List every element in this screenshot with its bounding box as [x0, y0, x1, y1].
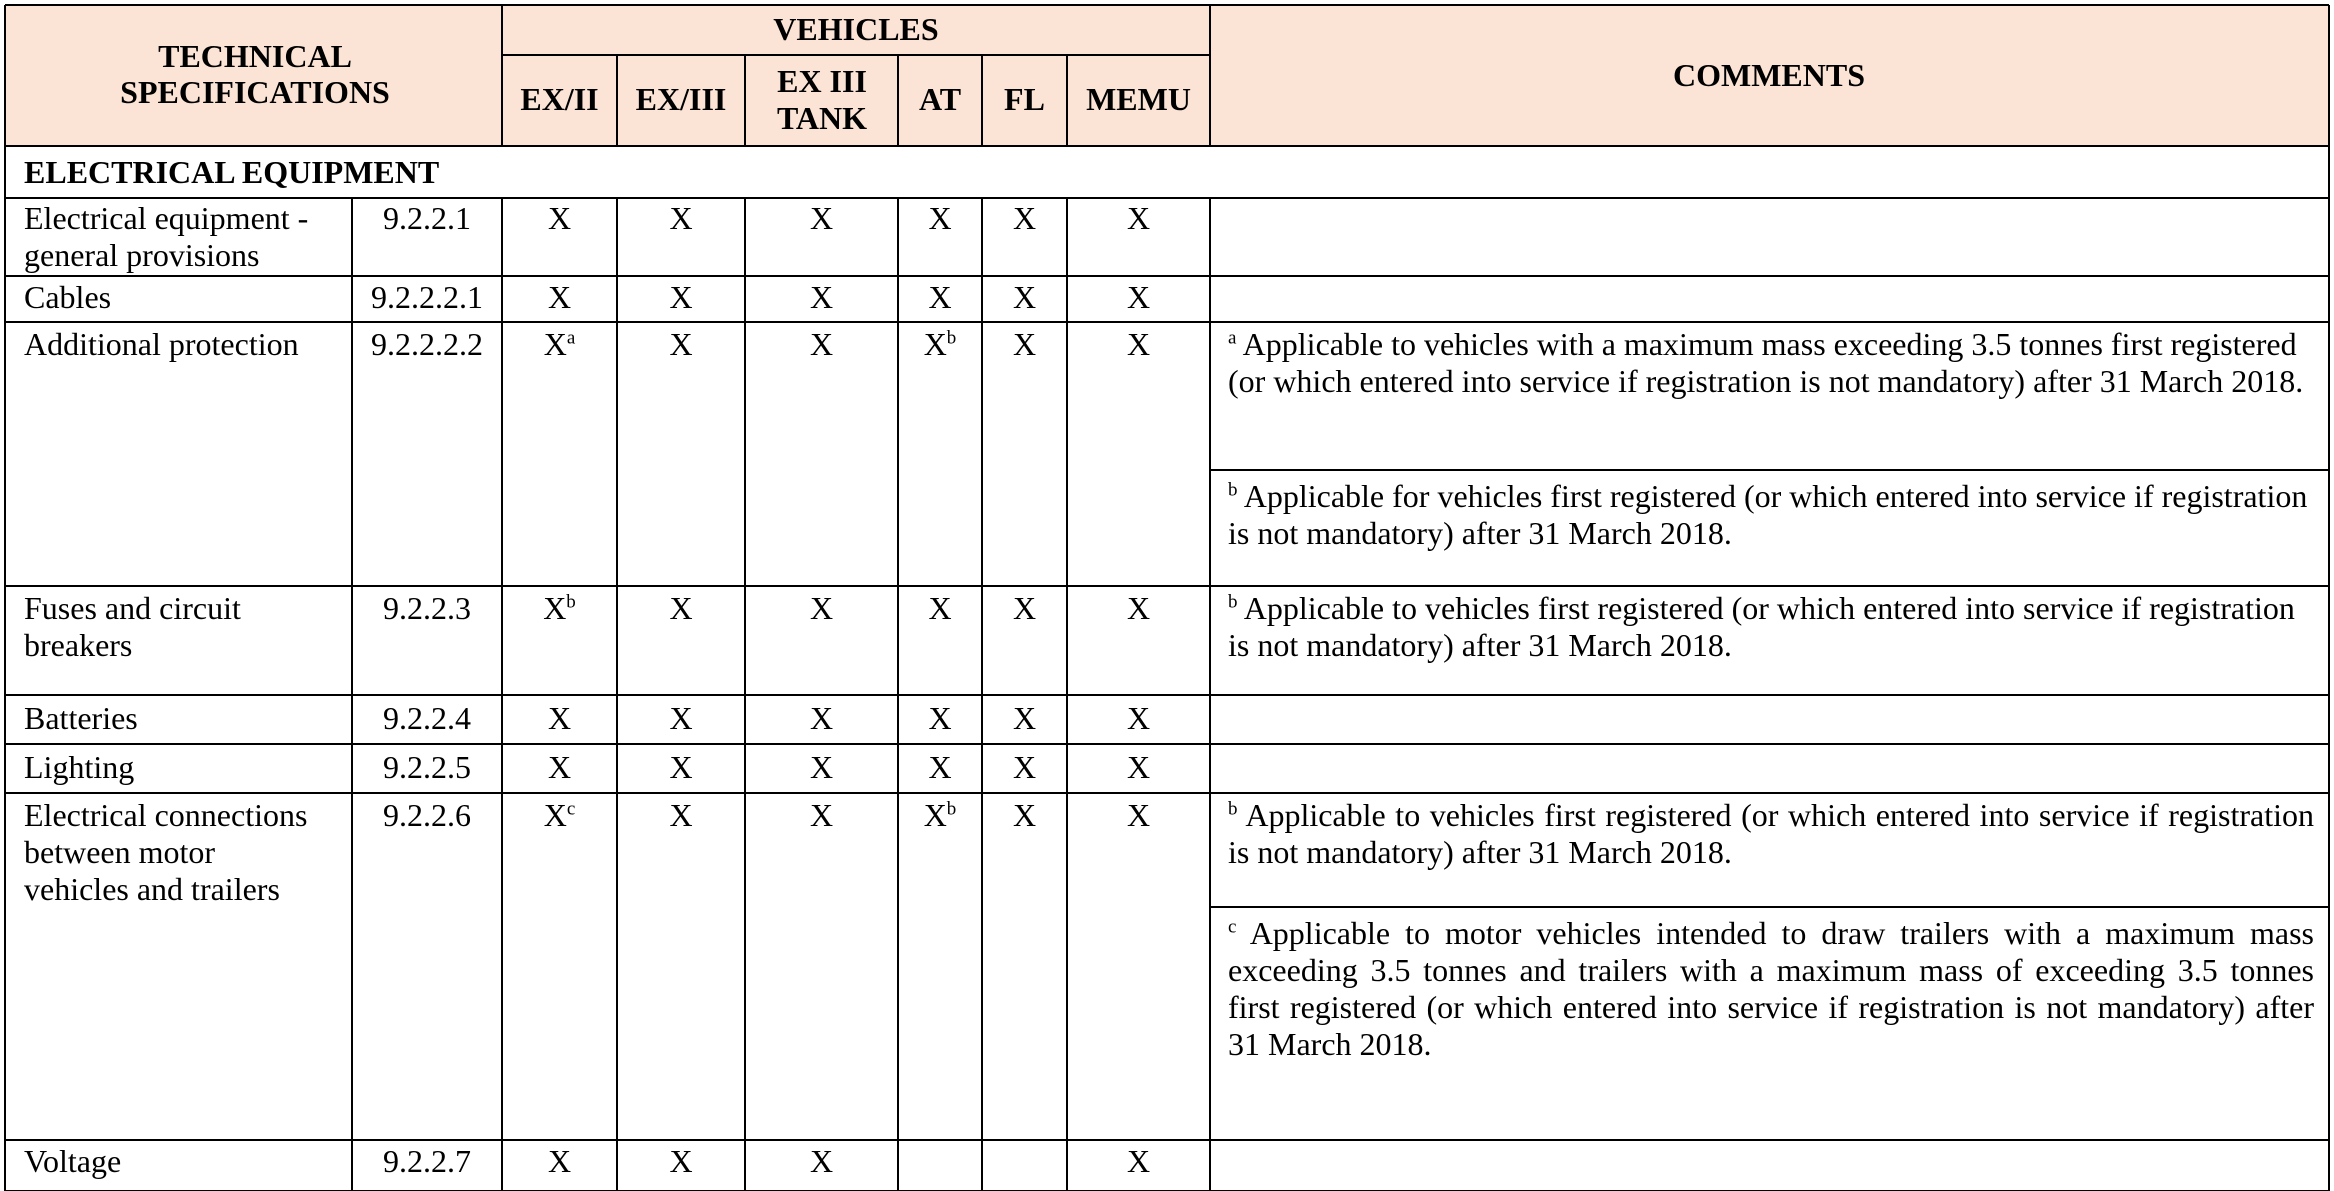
row-reference: 9.2.2.3	[383, 590, 471, 626]
mark: X	[543, 326, 567, 362]
mark: X	[923, 797, 947, 833]
mark: X	[1012, 279, 1037, 315]
row-name: Batteries	[24, 700, 138, 736]
header-col-memu: MEMU	[1086, 81, 1191, 117]
mark: X	[543, 590, 567, 626]
footnote-marker: b	[566, 591, 576, 613]
mark: X	[1012, 326, 1037, 362]
mark: X	[1126, 200, 1151, 236]
mark-cell	[1067, 749, 1210, 786]
mark-cell	[745, 797, 898, 834]
mark-cell	[982, 797, 1067, 834]
mark: X	[809, 590, 834, 626]
comment-text	[1228, 797, 2314, 871]
mark-cell	[745, 700, 898, 737]
mark-cell	[745, 326, 898, 363]
header-col-ex3-tank: EX III TANK	[776, 63, 868, 136]
mark-cell	[617, 1143, 745, 1180]
row-reference: 9.2.2.5	[383, 749, 471, 785]
mark: X	[923, 326, 947, 362]
comment-body: Applicable to vehicles with a maximum mass exceeding 3.5 tonnes first registered (or which entered into service if registration is not mandatory) after 31 March 2018.	[1228, 326, 2304, 399]
footnote-marker: a	[566, 327, 576, 349]
mark-cell	[1067, 200, 1210, 237]
header-vehicles: VEHICLES	[773, 11, 939, 47]
mark-cell	[502, 279, 617, 316]
mark: X	[1012, 797, 1037, 833]
mark-cell	[1067, 1143, 1210, 1180]
row-name: Cables	[24, 279, 112, 315]
mark-cell	[898, 326, 982, 363]
row-name: Electrical connections between motor vehicles and trailers	[24, 797, 308, 907]
footnote-marker: b	[946, 327, 957, 349]
mark-cell	[898, 700, 982, 737]
footnote-marker: a	[1228, 327, 1237, 349]
row-reference: 9.2.2.2.2	[371, 326, 483, 362]
header-comments: COMMENTS	[1673, 57, 1865, 93]
mark: X	[547, 200, 572, 236]
mark: X	[547, 749, 572, 785]
mark: X	[1126, 326, 1151, 362]
mark-cell	[502, 200, 617, 237]
section-title: ELECTRICAL EQUIPMENT	[24, 154, 440, 190]
mark: X	[809, 279, 834, 315]
mark-cell	[502, 749, 617, 786]
comment-body: Applicable to vehicles first registered (or which entered into service if registration is not mandatory) after 31 March 2018.	[1228, 590, 2295, 663]
mark: X	[809, 797, 834, 833]
mark: X	[669, 700, 693, 736]
mark-cell	[502, 700, 617, 737]
mark: X	[547, 279, 572, 315]
mark-cell	[502, 326, 617, 363]
mark-cell	[617, 797, 745, 834]
header-col-ex3: EX/III	[635, 81, 727, 117]
mark-cell	[617, 749, 745, 786]
mark: X	[928, 200, 952, 236]
mark-cell	[898, 200, 982, 237]
mark: X	[928, 279, 952, 315]
mark-cell	[1067, 700, 1210, 737]
mark-cell	[617, 590, 745, 627]
mark-cell	[982, 200, 1067, 237]
mark-cell	[898, 590, 982, 627]
row-name: Lighting	[24, 749, 135, 785]
comment-text	[1228, 478, 2314, 552]
mark-cell	[1067, 797, 1210, 834]
comment-text	[1228, 915, 2314, 1063]
mark: X	[809, 326, 834, 362]
mark: X	[809, 749, 834, 785]
mark: X	[669, 1143, 693, 1179]
mark-cell	[502, 797, 617, 834]
header-col-fl: FL	[1004, 81, 1045, 117]
footnote-marker: b	[1228, 479, 1238, 501]
row-reference: 9.2.2.6	[383, 797, 471, 833]
mark: X	[669, 200, 693, 236]
mark-cell	[745, 590, 898, 627]
row-name: Voltage	[24, 1143, 122, 1179]
mark: X	[1126, 590, 1151, 626]
mark-cell	[617, 700, 745, 737]
mark: X	[669, 279, 693, 315]
row-reference: 9.2.2.7	[383, 1143, 471, 1179]
footnote-marker: b	[1228, 591, 1238, 613]
comment-body: Applicable to vehicles first registered (or which entered into service if registration is not mandatory) after 31 March 2018.	[1228, 797, 2315, 870]
row-name: Additional protection	[24, 326, 299, 362]
mark: X	[1012, 590, 1037, 626]
mark: X	[928, 749, 952, 785]
mark-cell	[617, 279, 745, 316]
mark-cell	[898, 279, 982, 316]
mark: X	[547, 700, 572, 736]
mark-cell	[617, 200, 745, 237]
mark-cell	[982, 326, 1067, 363]
row-reference: 9.2.2.4	[383, 700, 471, 736]
mark: X	[669, 749, 693, 785]
mark: X	[543, 797, 567, 833]
comment-body: Applicable to motor vehicles intended to draw trailers with a maximum mass exceeding 3.5 tonnes and trailers with a maximum mass of exceeding 3.5 tonnes first registered (or which entered into service if registration is not mandatory) after 31 March 2018.	[1228, 915, 2315, 1062]
header-technical-specifications: TECHNICAL SPECIFICATIONS	[120, 38, 390, 110]
mark: X	[928, 590, 952, 626]
mark: X	[809, 200, 834, 236]
row-reference: 9.2.2.2.1	[371, 279, 483, 315]
mark: X	[1012, 700, 1037, 736]
mark-cell	[745, 200, 898, 237]
mark-cell	[617, 326, 745, 363]
header-col-at: AT	[918, 81, 962, 117]
mark-cell	[1067, 326, 1210, 363]
mark: X	[1012, 200, 1037, 236]
footnote-marker: b	[946, 798, 957, 820]
mark-cell	[745, 1143, 898, 1180]
mark-cell	[1067, 279, 1210, 316]
mark: X	[1126, 797, 1151, 833]
mark-cell	[745, 279, 898, 316]
mark-cell	[502, 590, 617, 627]
mark: X	[1126, 279, 1151, 315]
mark-cell	[898, 797, 982, 834]
row-name: Electrical equipment - general provisions	[24, 200, 309, 273]
mark-cell	[898, 749, 982, 786]
mark-cell	[502, 1143, 617, 1180]
mark-cell	[982, 700, 1067, 737]
mark-cell	[1067, 590, 1210, 627]
mark-cell	[982, 279, 1067, 316]
footnote-marker: c	[566, 798, 576, 820]
comment-text	[1228, 590, 2314, 664]
footnote-marker: c	[1228, 916, 1237, 938]
mark-cell	[982, 590, 1067, 627]
mark: X	[1126, 749, 1151, 785]
mark-cell	[982, 749, 1067, 786]
comment-text	[1228, 326, 2314, 400]
mark: X	[1126, 1143, 1151, 1179]
comment-body: Applicable for vehicles first registered (or which entered into service if registration is not mandatory) after 31 March 2018.	[1228, 478, 2308, 551]
mark: X	[1126, 700, 1151, 736]
header-col-ex2: EX/II	[520, 81, 599, 117]
mark: X	[1012, 749, 1037, 785]
mark-cell	[745, 749, 898, 786]
mark: X	[809, 700, 834, 736]
mark: X	[547, 1143, 572, 1179]
mark: X	[669, 797, 693, 833]
mark: X	[669, 590, 693, 626]
footnote-marker: b	[1228, 798, 1238, 820]
row-name: Fuses and circuit breakers	[24, 590, 241, 663]
mark: X	[809, 1143, 834, 1179]
mark: X	[928, 700, 952, 736]
mark: X	[669, 326, 693, 362]
row-reference: 9.2.2.1	[383, 200, 471, 236]
